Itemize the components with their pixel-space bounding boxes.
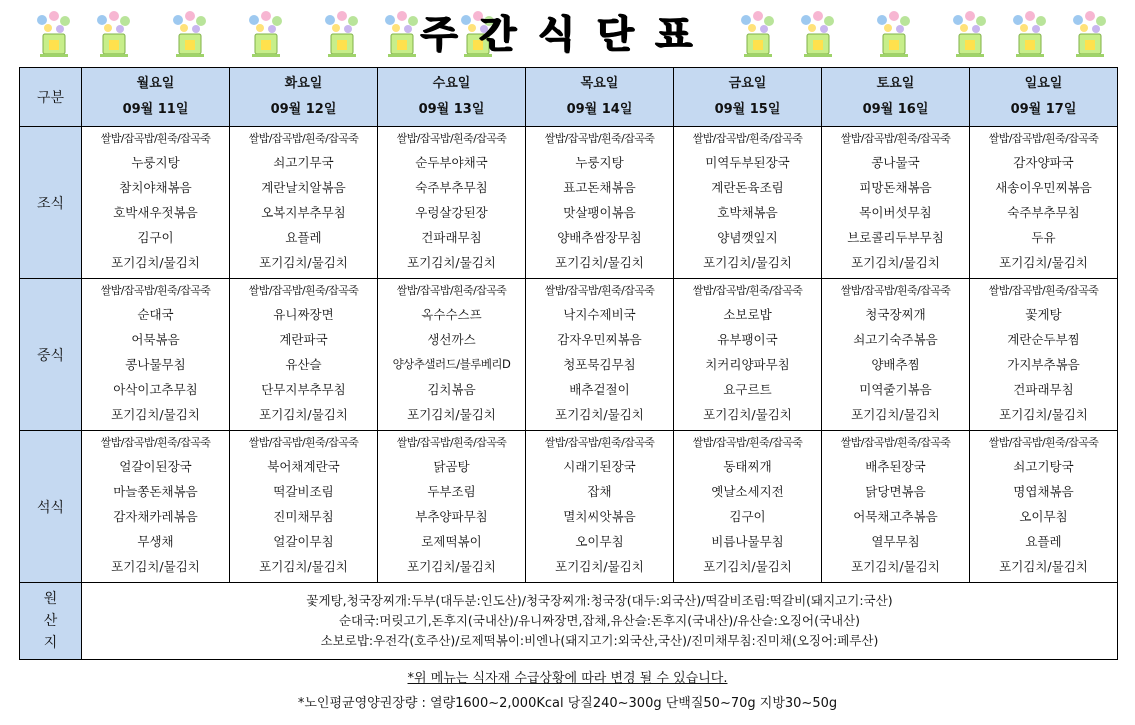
menu-cell (230, 279, 378, 431)
menu-item: 건파래무침 (1013, 382, 1074, 397)
origin-line: 꽃게탕,청국장찌개:두부(대두분:인도산)/청국장찌개:청국장(대두:외국산)/떡갈비조림:떡갈비(돼지고기:국산) (306, 593, 893, 608)
menu-item: 단무지부추무침 (261, 382, 346, 397)
menu-item: 우렁살강된장 (415, 205, 488, 220)
menu-item: 포기김치/물김치 (111, 559, 200, 574)
origin-label-char: 산 (43, 613, 58, 629)
menu-item: 오이무침 (575, 534, 624, 549)
menu-item: 청국장찌개 (865, 307, 926, 322)
rice-options: 쌀밥/잡곡밥/흰죽/잡곡죽 (988, 436, 1099, 449)
menu-item: 포기김치/물김치 (851, 559, 940, 574)
day-header (674, 68, 822, 127)
menu-item: 얼갈이된장국 (119, 459, 192, 474)
origin-label-char: 지 (43, 635, 58, 651)
menu-cell (378, 431, 526, 583)
flower-pot-icon (168, 10, 212, 60)
menu-item: 멸치씨앗볶음 (563, 509, 636, 524)
rice-options: 쌀밥/잡곡밥/흰죽/잡곡죽 (248, 284, 359, 297)
origin-line: 순대국:머릿고기,돈후지(국내산)/유니짜장면,잡채,유산슬:돈후지(국내산)/유산슬:오징어(국내산) (338, 613, 861, 628)
rice-options: 쌀밥/잡곡밥/흰죽/잡곡죽 (692, 436, 803, 449)
day-name: 월요일 (136, 76, 175, 91)
menu-item: 콩나물무침 (125, 357, 186, 372)
flower-pot-icon (1068, 10, 1112, 60)
nutrition-notice: *노인평균영양권장량 : 열량1600~2,000Kcal 당질240~300g 단백질50~70g 지방30~50g (297, 696, 838, 711)
menu-cell (526, 431, 674, 583)
menu-item: 목이버섯무침 (859, 205, 932, 220)
menu-item: 표고돈채볶음 (563, 180, 636, 195)
rice-options: 쌀밥/잡곡밥/흰죽/잡곡죽 (840, 132, 951, 145)
menu-item: 계란돈육조림 (711, 180, 784, 195)
meal-rows (20, 127, 1118, 583)
menu-item: 포기김치/물김치 (851, 255, 940, 270)
menu-item: 요플레 (1025, 534, 1062, 549)
rice-options: 쌀밥/잡곡밥/흰죽/잡곡죽 (544, 436, 655, 449)
menu-item: 옛날소세지전 (711, 484, 784, 499)
menu-item: 진미채무침 (273, 509, 334, 524)
menu-item: 콩나물국 (871, 155, 920, 170)
change-notice: *위 메뉴는 식자재 수급상황에 따라 변경 될 수 있습니다. (407, 671, 728, 686)
menu-item: 생선까스 (427, 332, 476, 347)
menu-item: 호박새우젓볶음 (113, 205, 198, 220)
menu-item: 포기김치/물김치 (259, 407, 348, 422)
menu-item: 어묵채고추볶음 (853, 509, 938, 524)
menu-item: 아삭이고추무침 (113, 382, 198, 397)
day-date: 09월 14일 (566, 102, 633, 117)
menu-cell (82, 279, 230, 431)
menu-item: 포기김치/물김치 (999, 559, 1088, 574)
menu-item: 가지부추볶음 (1007, 357, 1080, 372)
rice-options: 쌀밥/잡곡밥/흰죽/잡곡죽 (100, 284, 211, 297)
menu-item: 쇠고기무국 (273, 155, 334, 170)
day-date: 09월 17일 (1010, 102, 1077, 117)
page-title: 주간식단표 (420, 12, 715, 56)
menu-item: 어묵볶음 (131, 332, 180, 347)
menu-cell (822, 279, 970, 431)
menu-item: 청포묵김무침 (563, 357, 636, 372)
rice-options: 쌀밥/잡곡밥/흰죽/잡곡죽 (544, 284, 655, 297)
day-header (230, 68, 378, 127)
menu-item: 두부조림 (427, 484, 476, 499)
menu-item: 브로콜리두부무침 (847, 230, 944, 245)
rice-options: 쌀밥/잡곡밥/흰죽/잡곡죽 (100, 436, 211, 449)
menu-cell (674, 279, 822, 431)
menu-item: 양상추샐러드/블루베리D (392, 357, 511, 371)
menu-item: 포기김치/물김치 (851, 407, 940, 422)
flower-pot-icon (320, 10, 364, 60)
menu-item: 꽃게탕 (1025, 307, 1062, 322)
origin-label (20, 583, 82, 660)
menu-item: 순대국 (137, 307, 174, 322)
meal-label: 중식 (20, 279, 82, 431)
day-date: 09월 15일 (714, 102, 781, 117)
menu-item: 잡채 (587, 484, 612, 499)
menu-item: 양배추찜 (871, 357, 920, 372)
menu-item: 시래기된장국 (563, 459, 636, 474)
menu-item: 두유 (1031, 230, 1056, 245)
menu-item: 쇠고기탕국 (1013, 459, 1074, 474)
menu-item: 숙주부추무침 (415, 180, 488, 195)
menu-item: 피망돈채볶음 (859, 180, 932, 195)
origin-line: 소보로밥:우전각(호주산)/로제떡볶이:비엔나(돼지고기:외국산,국산)/진미채무침:진미채(오징어:페루산) (320, 633, 879, 648)
day-header (526, 68, 674, 127)
day-header-row (20, 68, 1118, 127)
menu-item: 유니짜장면 (273, 307, 334, 322)
flower-pot-icon (948, 10, 992, 60)
weekly-menu-table (19, 67, 1118, 660)
day-date: 09월 16일 (862, 102, 929, 117)
menu-item: 포기김치/물김치 (999, 407, 1088, 422)
day-header (378, 68, 526, 127)
rice-options: 쌀밥/잡곡밥/흰죽/잡곡죽 (100, 132, 211, 145)
menu-item: 포기김치/물김치 (407, 559, 496, 574)
menu-item: 김구이 (137, 230, 174, 245)
menu-item: 요구르트 (723, 382, 772, 397)
menu-cell (822, 127, 970, 279)
menu-item: 양배추쌈장무침 (557, 230, 642, 245)
menu-cell (822, 431, 970, 583)
meal-label: 조식 (20, 127, 82, 279)
menu-item: 치커리양파무침 (705, 357, 790, 372)
menu-cell (970, 127, 1118, 279)
menu-cell (230, 431, 378, 583)
menu-cell (378, 279, 526, 431)
day-name: 화요일 (284, 76, 323, 91)
page-header (0, 0, 1135, 66)
menu-item: 숙주부추무침 (1007, 205, 1080, 220)
rice-options: 쌀밥/잡곡밥/흰죽/잡곡죽 (248, 436, 359, 449)
origin-row (20, 583, 1118, 660)
menu-item: 새송이우민찌볶음 (995, 180, 1092, 195)
rice-options: 쌀밥/잡곡밥/흰죽/잡곡죽 (988, 284, 1099, 297)
menu-cell (82, 127, 230, 279)
menu-item: 포기김치/물김치 (703, 255, 792, 270)
menu-item: 포기김치/물김치 (111, 255, 200, 270)
menu-item: 열무무침 (871, 534, 920, 549)
menu-cell (674, 127, 822, 279)
day-date: 09월 12일 (270, 102, 337, 117)
menu-item: 포기김치/물김치 (999, 255, 1088, 270)
menu-item: 양념깻잎지 (717, 230, 778, 245)
menu-item: 포기김치/물김치 (555, 255, 644, 270)
menu-item: 김구이 (729, 509, 766, 524)
rice-options: 쌀밥/잡곡밥/흰죽/잡곡죽 (396, 284, 507, 297)
day-date: 09월 13일 (418, 102, 485, 117)
menu-item: 오이무침 (1019, 509, 1068, 524)
menu-cell (970, 279, 1118, 431)
menu-item: 명엽채볶음 (1013, 484, 1074, 499)
menu-item: 포기김치/물김치 (555, 559, 644, 574)
day-name: 일요일 (1024, 76, 1063, 91)
menu-item: 비름나물무침 (711, 534, 784, 549)
menu-cell (526, 127, 674, 279)
menu-item: 유산슬 (285, 357, 322, 372)
flower-pot-icon (32, 10, 76, 60)
rice-options: 쌀밥/잡곡밥/흰죽/잡곡죽 (248, 132, 359, 145)
menu-item: 참치야채볶음 (119, 180, 192, 195)
menu-item: 포기김치/물김치 (407, 255, 496, 270)
menu-cell (526, 279, 674, 431)
menu-item: 계란파국 (279, 332, 328, 347)
day-header (822, 68, 970, 127)
menu-item: 배추된장국 (865, 459, 926, 474)
meal-label: 석식 (20, 431, 82, 583)
day-name: 토요일 (876, 76, 915, 91)
menu-item: 쇠고기숙주볶음 (853, 332, 938, 347)
menu-item: 포기김치/물김치 (259, 559, 348, 574)
menu-item: 호박채볶음 (717, 205, 778, 220)
menu-item: 미역두부된장국 (705, 155, 790, 170)
origin-label-char: 원 (43, 591, 58, 607)
menu-cell (674, 431, 822, 583)
menu-item: 부추양파무침 (415, 509, 488, 524)
menu-item: 누룽지탕 (575, 155, 624, 170)
menu-item: 포기김치/물김치 (407, 407, 496, 422)
menu-item: 유부팽이국 (717, 332, 778, 347)
meal-row (20, 127, 1118, 279)
menu-item: 포기김치/물김치 (703, 559, 792, 574)
menu-cell (230, 127, 378, 279)
menu-item: 감자채카레볶음 (113, 509, 198, 524)
meal-row (20, 431, 1118, 583)
menu-item: 김치볶음 (427, 382, 476, 397)
menu-item: 포기김치/물김치 (555, 407, 644, 422)
menu-item: 순두부야채국 (415, 155, 488, 170)
flower-pot-icon (1008, 10, 1052, 60)
meal-row (20, 279, 1118, 431)
flower-pot-icon (92, 10, 136, 60)
menu-item: 감자우민찌볶음 (557, 332, 642, 347)
menu-item: 맛살팽이볶음 (563, 205, 636, 220)
flower-pot-icon (736, 10, 780, 60)
menu-item: 포기김치/물김치 (259, 255, 348, 270)
corner-label: 구분 (20, 68, 82, 127)
menu-item: 닭당면볶음 (865, 484, 926, 499)
menu-item: 소보로밥 (723, 307, 772, 322)
menu-item: 낙지수제비국 (563, 307, 636, 322)
day-name: 수요일 (432, 76, 471, 91)
rice-options: 쌀밥/잡곡밥/흰죽/잡곡죽 (396, 132, 507, 145)
origin-info (82, 583, 1118, 660)
menu-item: 미역줄기볶음 (859, 382, 932, 397)
menu-item: 요플레 (285, 230, 322, 245)
day-name: 목요일 (580, 76, 619, 91)
rice-options: 쌀밥/잡곡밥/흰죽/잡곡죽 (692, 132, 803, 145)
menu-item: 무생채 (137, 534, 174, 549)
flower-pot-icon (796, 10, 840, 60)
day-header (970, 68, 1118, 127)
menu-item: 포기김치/물김치 (111, 407, 200, 422)
menu-item: 동태찌개 (723, 459, 772, 474)
menu-item: 계란순두부찜 (1007, 332, 1080, 347)
menu-item: 포기김치/물김치 (703, 407, 792, 422)
rice-options: 쌀밥/잡곡밥/흰죽/잡곡죽 (840, 284, 951, 297)
rice-options: 쌀밥/잡곡밥/흰죽/잡곡죽 (692, 284, 803, 297)
menu-item: 떡갈비조림 (273, 484, 334, 499)
menu-cell (970, 431, 1118, 583)
menu-item: 감자양파국 (1013, 155, 1074, 170)
menu-item: 계란날치알볶음 (261, 180, 346, 195)
day-date: 09월 11일 (122, 102, 189, 117)
rice-options: 쌀밥/잡곡밥/흰죽/잡곡죽 (988, 132, 1099, 145)
menu-item: 마늘쫑돈채볶음 (113, 484, 198, 499)
day-header (82, 68, 230, 127)
rice-options: 쌀밥/잡곡밥/흰죽/잡곡죽 (840, 436, 951, 449)
menu-item: 누룽지탕 (131, 155, 180, 170)
rice-options: 쌀밥/잡곡밥/흰죽/잡곡죽 (396, 436, 507, 449)
menu-item: 오복지부추무침 (261, 205, 346, 220)
day-name: 금요일 (728, 76, 767, 91)
flower-pot-icon (872, 10, 916, 60)
menu-item: 건파래무침 (421, 230, 482, 245)
menu-cell (378, 127, 526, 279)
menu-item: 옥수수스프 (421, 307, 482, 322)
menu-item: 닭곰탕 (433, 459, 470, 474)
menu-item: 배추겉절이 (569, 382, 630, 397)
menu-item: 북어채계란국 (267, 459, 340, 474)
menu-item: 로제떡볶이 (421, 534, 482, 549)
menu-item: 얼갈이무침 (273, 534, 334, 549)
flower-pot-icon (244, 10, 288, 60)
menu-cell (82, 431, 230, 583)
rice-options: 쌀밥/잡곡밥/흰죽/잡곡죽 (544, 132, 655, 145)
